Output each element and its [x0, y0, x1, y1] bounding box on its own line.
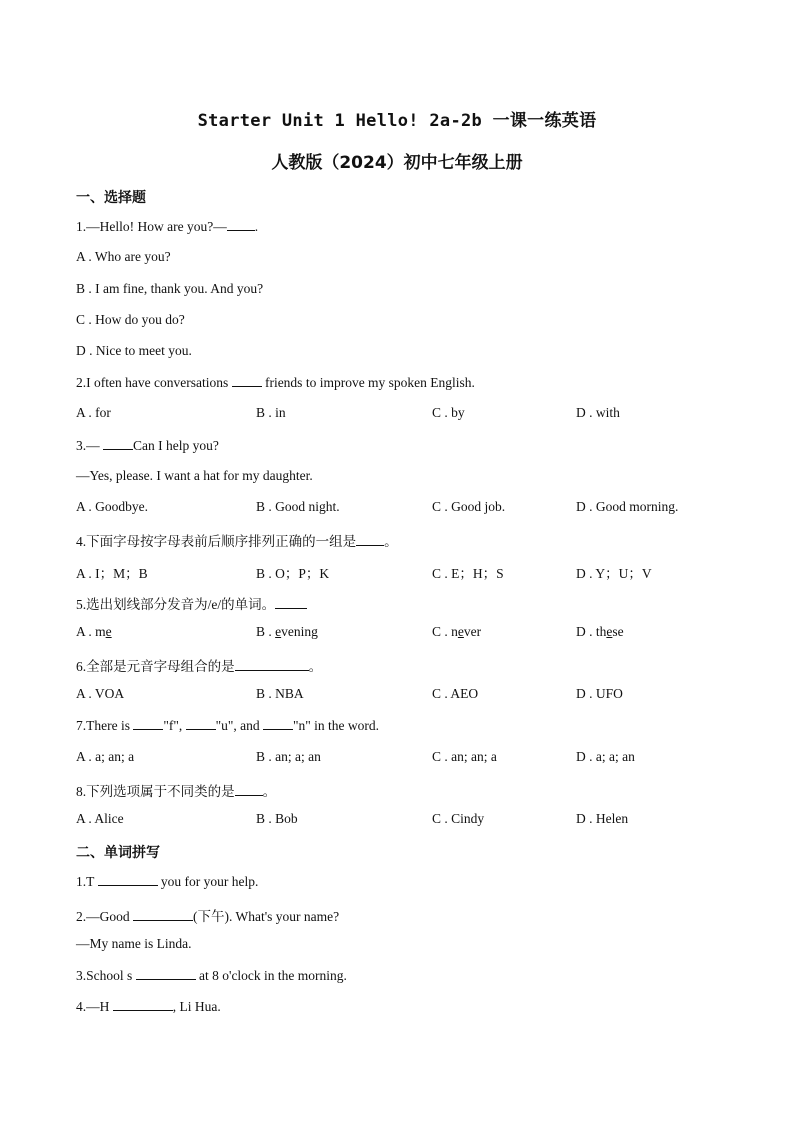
question-1-stem: 1.—Hello! How are you?— .: [76, 219, 259, 234]
spelling-2: 2.—Good (下午). What's your name?: [76, 909, 340, 924]
answer-blank: [235, 783, 263, 796]
question-4-option-a: A . I；M；B: [76, 566, 148, 581]
question-4-option-d: D . Y；U；V: [576, 566, 652, 581]
question-6-option-b: B . NBA: [256, 686, 304, 701]
question-7-stem: 7.There is "f", "u", and "n" in the word.: [76, 718, 380, 733]
question-7-option-a: A . a; an; a: [76, 749, 135, 764]
question-5-option-a: A . me: [76, 624, 112, 639]
question-2-option-b: B . in: [256, 405, 286, 420]
question-2-option-a: A . for: [76, 405, 111, 420]
question-6-option-a: A . VOA: [76, 686, 125, 701]
question-7-option-d: D . a; a; an: [576, 749, 635, 764]
question-8-option-a: A . Alice: [76, 811, 124, 826]
spelling-3: 3.School s at 8 o'clock in the morning.: [76, 968, 347, 983]
question-1-option-d: D . Nice to meet you.: [76, 343, 192, 358]
question-3-dialogue-line: —Yes, please. I want a hat for my daughter.: [76, 468, 313, 483]
answer-blank: [113, 998, 173, 1011]
answer-blank: [356, 533, 384, 546]
answer-blank: [133, 908, 193, 921]
answer-blank: [275, 596, 307, 609]
question-8-option-c: C . Cindy: [432, 811, 485, 826]
question-5-option-b: B . evening: [256, 624, 318, 639]
question-6-option-d: D . UFO: [576, 686, 623, 701]
question-2-option-c: C . by: [432, 405, 465, 420]
answer-blank: [263, 717, 293, 730]
question-4-option-b: B . O；P；K: [256, 566, 330, 581]
question-3-option-b: B . Good night.: [256, 499, 340, 514]
question-6-option-c: C . AEO: [432, 686, 479, 701]
spelling-4: 4.—H , Li Hua.: [76, 999, 221, 1014]
spelling-1: 1.T you for your help.: [76, 874, 259, 889]
question-8-stem: 8.下列选项属于不同类的是 。: [76, 784, 277, 799]
answer-blank: [186, 717, 216, 730]
worksheet-title: Starter Unit 1 Hello! 2a-2b 一课一练英语: [197, 111, 597, 131]
answer-blank: [98, 873, 158, 886]
answer-blank: [232, 374, 262, 387]
spelling-2-response: —My name is Linda.: [76, 936, 192, 951]
question-5-stem: 5.选出划线部分发音为/e/的单词。: [76, 593, 307, 613]
answer-blank: [235, 658, 309, 671]
question-5-option-d: D . these: [576, 624, 624, 639]
question-3-option-a: A . Goodbye.: [76, 499, 148, 514]
question-4-option-c: C . E；H；S: [432, 566, 504, 581]
question-1-option-a: A . Who are you?: [76, 249, 171, 264]
question-3-option-d: D . Good morning.: [576, 499, 679, 514]
question-7-option-c: C . an; an; a: [432, 749, 497, 764]
answer-blank: [133, 717, 163, 730]
worksheet-subtitle: 人教版（2024）初中七年级上册: [271, 153, 523, 173]
answer-blank: [227, 218, 255, 231]
question-8-option-b: B . Bob: [256, 811, 298, 826]
section-heading-spelling: 二、单词拼写: [76, 845, 160, 861]
question-1-option-c: C . How do you do?: [76, 312, 185, 327]
question-8-option-d: D . Helen: [576, 811, 629, 826]
question-1-option-b: B . I am fine, thank you. And you?: [76, 281, 264, 296]
answer-blank: [136, 967, 196, 980]
question-5-option-c: C . never: [432, 624, 482, 639]
question-3-stem: 3.— Can I help you?: [76, 438, 219, 453]
question-3-option-c: C . Good job.: [432, 499, 506, 514]
section-heading-multiple-choice: 一、选择题: [76, 190, 146, 206]
question-4-stem: 4.下面字母按字母表前后顺序排列正确的一组是 。: [76, 534, 398, 549]
answer-blank: [103, 437, 133, 450]
question-2-option-d: D . with: [576, 405, 620, 420]
question-6-stem: 6.全部是元音字母组合的是 。: [76, 659, 323, 674]
question-2-stem: 2.I often have conversations friends to improve my spoken English.: [76, 375, 475, 390]
question-7-option-b: B . an; a; an: [256, 749, 321, 764]
